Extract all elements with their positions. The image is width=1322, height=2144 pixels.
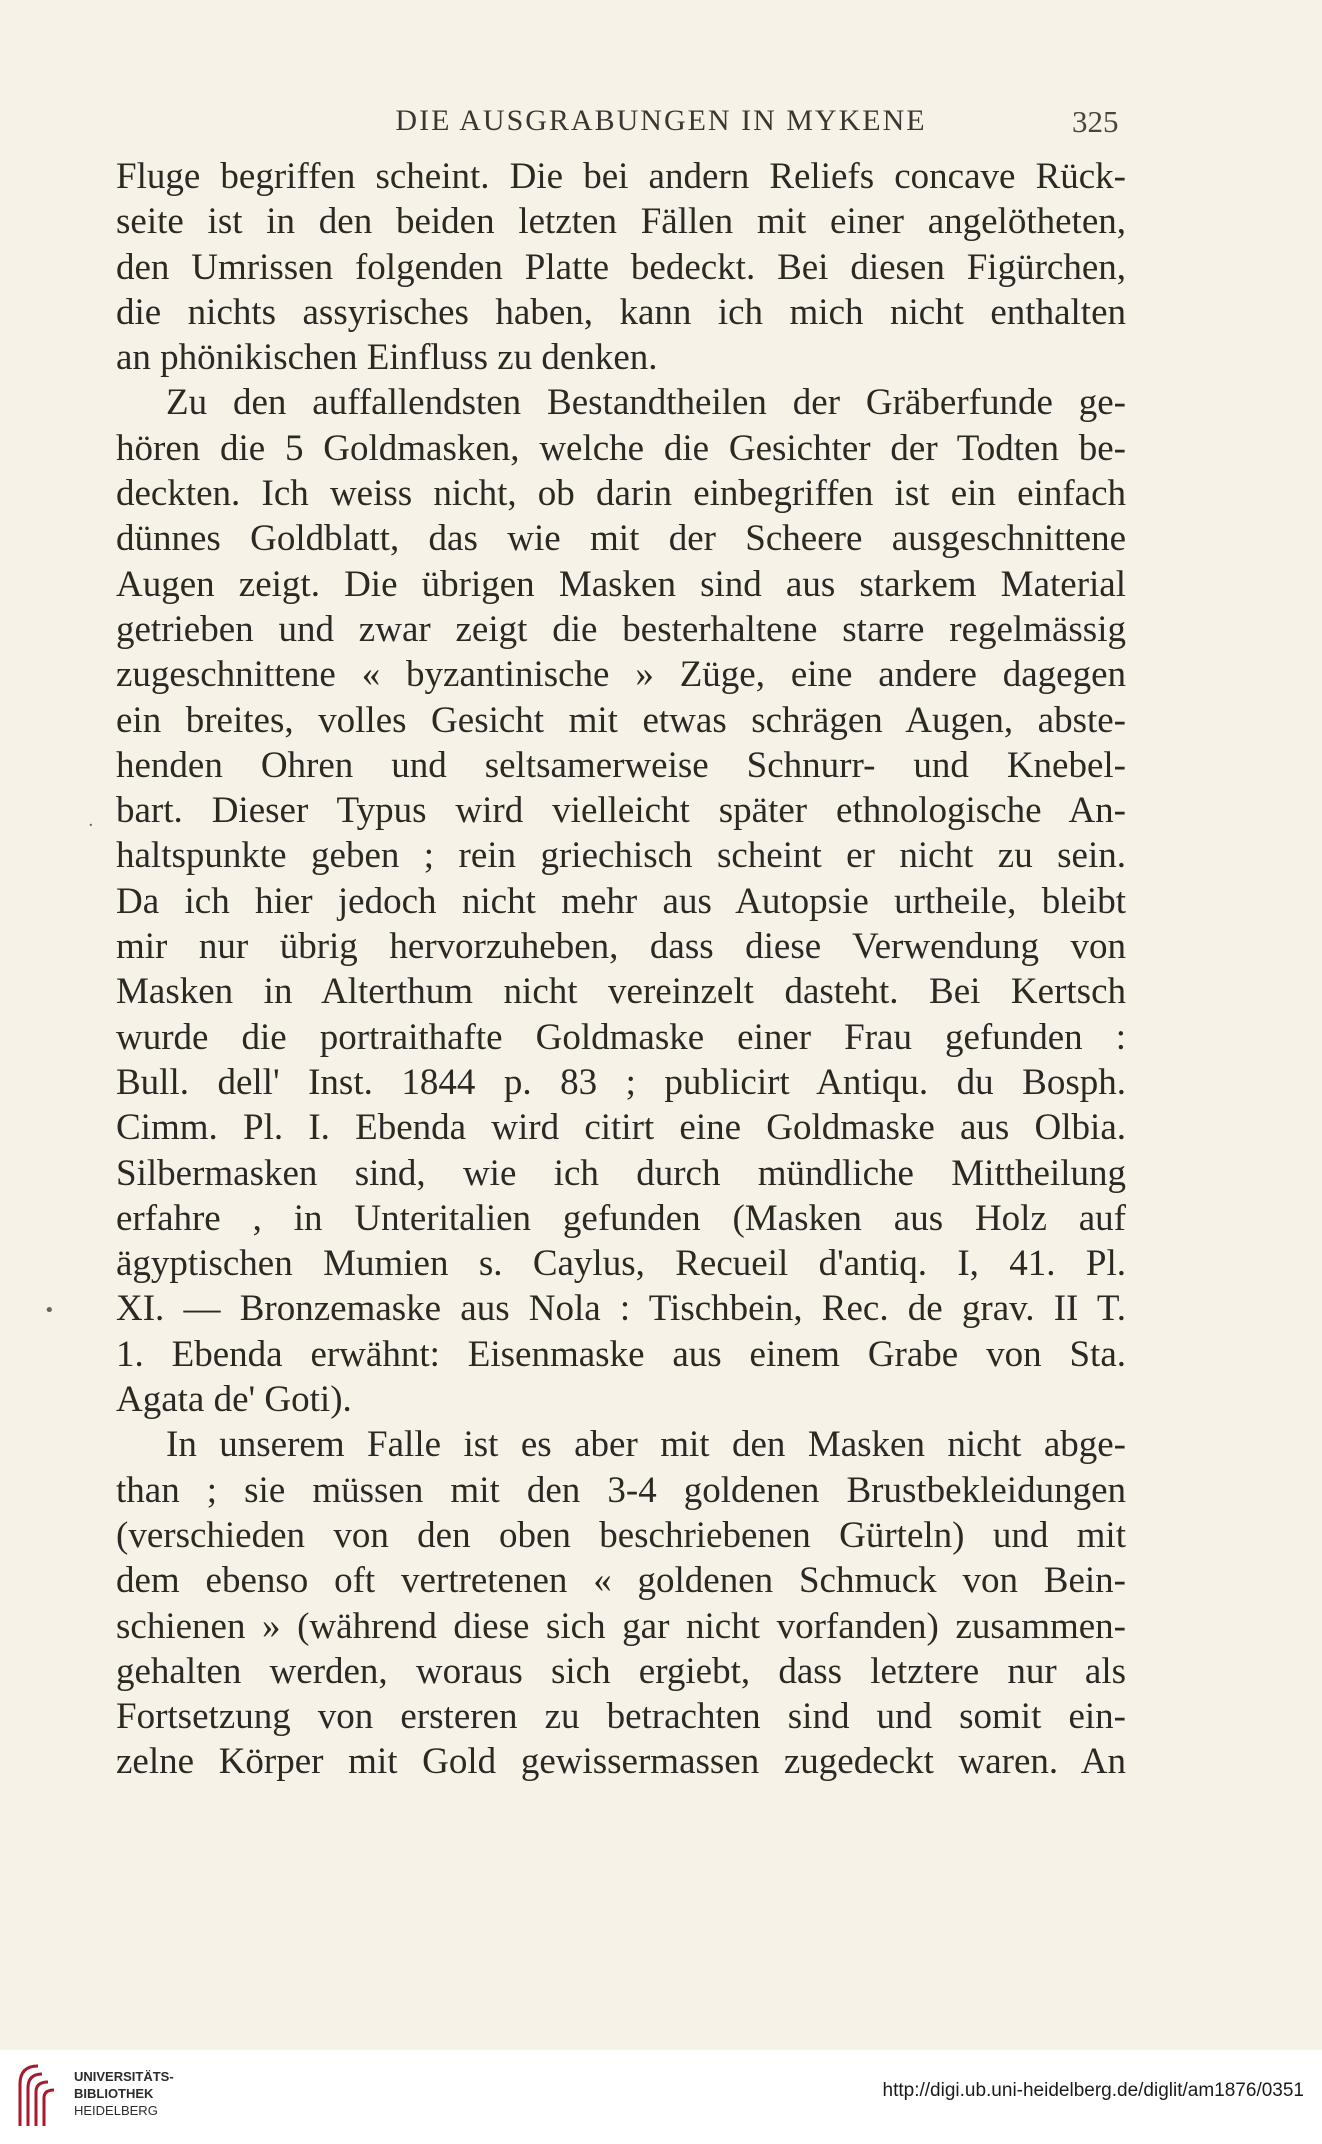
text-line: Fortsetzung von ersteren zu betrachten sind und somit ein- xyxy=(116,1696,1126,1738)
text-line: zugeschnittene « byzantinische » Züge, eine andere dagegen xyxy=(116,654,1126,696)
text-line: ägyptischen Mumien s. Caylus, Recueil d'antiq. I, 41. Pl. xyxy=(116,1243,1126,1285)
text-line: hören die 5 Goldmasken, welche die Gesichter der Todten be- xyxy=(116,427,1126,469)
text-line: henden Ohren und seltsamerweise Schnurr- und Knebel- xyxy=(116,744,1126,786)
text-line: Augen zeigt. Die übrigen Masken sind aus starkem Material xyxy=(116,563,1126,605)
digitization-footer xyxy=(0,2050,1322,2144)
library-line: UNIVERSITÄTS- xyxy=(74,2069,174,2084)
text-line: Da ich hier jedoch nicht mehr aus Autopsie urtheile, bleibt xyxy=(116,880,1126,922)
text-line: wurde die portraithafte Goldmaske einer Frau gefunden : xyxy=(116,1016,1126,1058)
text-line: schienen » (während diese sich gar nicht vorfanden) zusammen- xyxy=(116,1605,1126,1647)
text-line: Fluge begriffen scheint. Die bei andern Reliefs concave Rück- xyxy=(116,156,1126,197)
text-line: In unserem Falle ist es aber mit den Masken nicht abge- xyxy=(166,1424,1126,1466)
text-line: Agata de' Goti). xyxy=(116,1379,352,1421)
text-line: haltspunkte geben ; rein griechisch scheint er nicht zu sein. xyxy=(116,835,1126,877)
text-line: ein breites, volles Gesicht mit etwas schrägen Augen, abste- xyxy=(116,699,1126,741)
library-line: BIBLIOTHEK xyxy=(74,2086,154,2101)
text-line: dünnes Goldblatt, das wie mit der Scheere ausgeschnittene xyxy=(116,518,1126,560)
text-line: Bull. dell' Inst. 1844 p. 83 ; publicirt Antiqu. du Bosph. xyxy=(116,1061,1126,1103)
text-line: deckten. Ich weiss nicht, ob darin einbegriffen ist ein einfach xyxy=(116,473,1126,515)
text-line: Zu den auffallendsten Bestandtheilen der Gräberfunde ge- xyxy=(166,382,1126,424)
text-line: getrieben und zwar zeigt die besterhaltene starre regelmässig xyxy=(116,608,1126,650)
text-line: die nichts assyrisches haben, kann ich mich nicht enthalten xyxy=(116,291,1126,333)
library-name xyxy=(74,2068,174,2119)
page-number: 325 xyxy=(1072,104,1119,139)
margin-mark: · xyxy=(88,815,94,836)
text-line: an phönikischen Einfluss zu denken. xyxy=(116,337,658,379)
source-url-link[interactable]: http://digi.ub.uni-heidelberg.de/diglit/am1876/0351 xyxy=(882,2080,1304,2101)
text-line: Masken in Alterthum nicht vereinzelt dasteht. Bei Kertsch xyxy=(116,971,1126,1013)
text-line: dem ebenso oft vertretenen « goldenen Schmuck von Bein- xyxy=(116,1560,1126,1602)
text-line: bart. Dieser Typus wird vielleicht später ethnologische An- xyxy=(116,790,1126,832)
running-title: DIE AUSGRABUNGEN IN MYKENE xyxy=(395,104,927,137)
text-line: zelne Körper mit Gold gewissermassen zugedeckt waren. An xyxy=(116,1741,1126,1783)
text-line: (verschieden von den oben beschriebenen Gürteln) und mit xyxy=(116,1514,1126,1556)
ub-heidelberg-logo-icon xyxy=(12,2060,58,2130)
text-line: 1. Ebenda erwähnt: Eisenmaske aus einem Grabe von Sta. xyxy=(116,1333,1126,1375)
text-line: den Umrissen folgenden Platte bedeckt. Bei diesen Figürchen, xyxy=(116,246,1126,288)
text-line: erfahre , in Unteritalien gefunden (Masken aus Holz auf xyxy=(116,1197,1126,1239)
body-text xyxy=(116,154,1126,1785)
text-line: Silbermasken sind, wie ich durch mündliche Mittheilung xyxy=(116,1152,1126,1194)
text-line: seite ist in den beiden letzten Fällen mit einer angelötheten, xyxy=(116,201,1126,243)
text-line: than ; sie müssen mit den 3-4 goldenen Brustbekleidungen xyxy=(116,1469,1126,1511)
library-line: HEIDELBERG xyxy=(74,2103,158,2118)
text-line: XI. — Bronzemaske aus Nola : Tischbein, Rec. de grav. II T. xyxy=(116,1288,1126,1330)
text-line: mir nur übrig hervorzuheben, dass diese Verwendung von xyxy=(116,926,1126,968)
text-line: gehalten werden, woraus sich ergiebt, dass letztere nur als xyxy=(116,1650,1126,1692)
margin-mark: • xyxy=(44,1300,55,1321)
text-line: Cimm. Pl. I. Ebenda wird citirt eine Goldmaske aus Olbia. xyxy=(116,1107,1126,1149)
